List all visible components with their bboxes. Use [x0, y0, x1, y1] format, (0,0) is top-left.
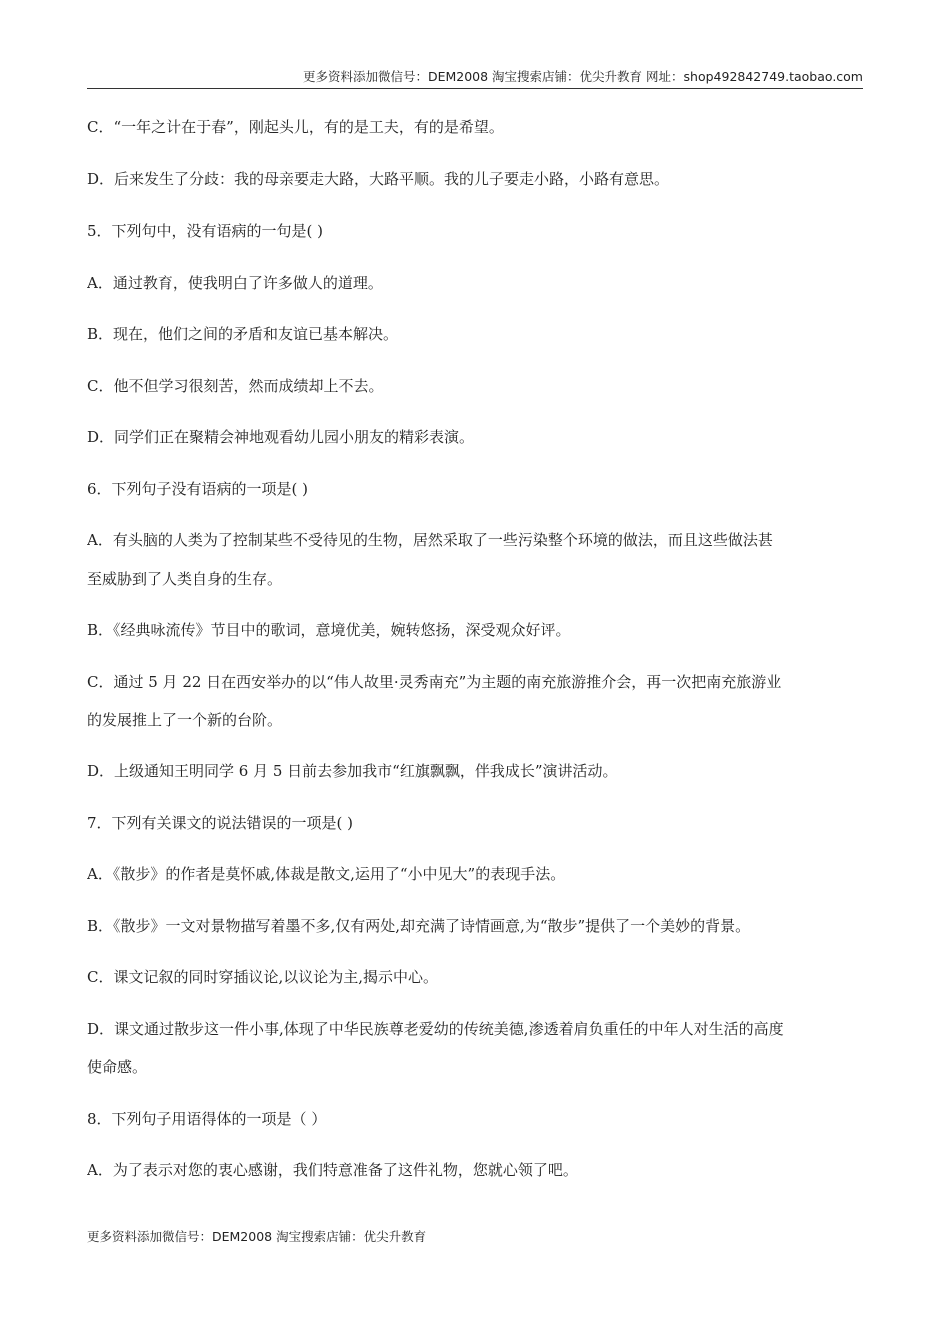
option-d-q4: D．后来发生了分歧：我的母亲要走大路，大路平顺。我的儿子要走小路，小路有意思。	[87, 170, 670, 188]
option-a-q7: A．《散步》的作者是莫怀戚,体裁是散文,运用了“小中见大”的表现手法。	[87, 865, 566, 883]
option-a-q5: A．通过教育，使我明白了许多做人的道理。	[87, 274, 383, 292]
footer-text: 更多资料添加微信号：DEM2008 淘宝搜索店铺：优尖升教育	[87, 1229, 427, 1244]
page-header	[87, 68, 863, 89]
question-8: 8．下列句子用语得体的一项是（ ）	[87, 1110, 327, 1128]
option-b-q6: B．《经典咏流传》节目中的歌词，意境优美，婉转悠扬，深受观众好评。	[87, 621, 571, 639]
question-6: 6．下列句子没有语病的一项是( )	[87, 480, 309, 498]
question-5: 5．下列句中，没有语病的一句是( )	[87, 222, 324, 240]
page-footer	[87, 1228, 426, 1246]
option-b-q7: B．《散步》一文对景物描写着墨不多,仅有两处,却充满了诗情画意,为“散步”提供了一个美妙的背景。	[87, 917, 751, 935]
option-d-q7-line2: 使命感。	[87, 1058, 148, 1076]
option-c-q5: C．他不但学习很刻苦，然而成绩却上不去。	[87, 377, 384, 395]
header-text: 更多资料添加微信号：DEM2008 淘宝搜索店铺：优尖升教育 网址：shop492842749.taobao.com	[302, 69, 863, 84]
option-c-q6-line1: C．通过 5 月 22 日在西安举办的以“伟人故里·灵秀南充”为主题的南充旅游推介会，再一次把南充旅游业	[87, 673, 782, 691]
option-d-q5: D．同学们正在聚精会神地观看幼儿园小朋友的精彩表演。	[87, 428, 475, 446]
option-a-q6-line2: 至威胁到了人类自身的生存。	[87, 570, 283, 588]
option-d-q6: D．上级通知王明同学 6 月 5 日前去参加我市“红旗飘飘，伴我成长”演讲活动。	[87, 762, 618, 780]
option-c-q7: C．课文记叙的同时穿插议论,以议论为主,揭示中心。	[87, 968, 439, 986]
option-c-q6-line2: 的发展推上了一个新的台阶。	[87, 711, 283, 729]
option-b-q5: B．现在，他们之间的矛盾和友谊已基本解决。	[87, 325, 399, 343]
question-7: 7．下列有关课文的说法错误的一项是( )	[87, 814, 354, 832]
option-d-q7-line1: D．课文通过散步这一件小事,体现了中华民族尊老爱幼的传统美德,渗透着肩负重任的中年人对生活的高度	[87, 1020, 784, 1038]
option-a-q6-line1: A．有头脑的人类为了控制某些不受待见的生物，居然采取了一些污染整个环境的做法，而且这些做法甚	[87, 531, 773, 549]
option-c-q4: C．“一年之计在于春”，刚起头儿，有的是工夫，有的是希望。	[87, 118, 504, 136]
option-a-q8: A．为了表示对您的衷心感谢，我们特意准备了这件礼物，您就心领了吧。	[87, 1161, 578, 1179]
